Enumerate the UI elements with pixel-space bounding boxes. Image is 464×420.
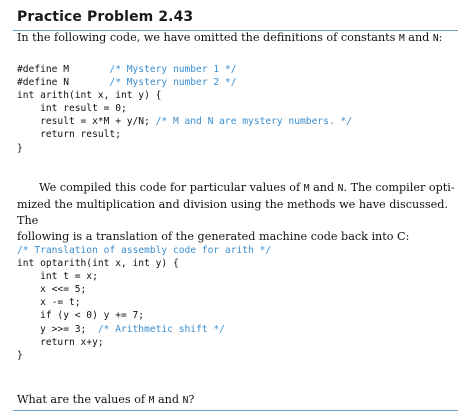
intro-paragraph: [17, 30, 462, 47]
code-block-arith: [17, 63, 352, 155]
intro-text: In the following code, we have omitted the definitions of constants: [17, 31, 399, 44]
code-text: }: [17, 349, 23, 361]
code-line: [17, 76, 352, 89]
code-line: [17, 102, 352, 115]
code-text: result = x*M + y/N;: [17, 116, 156, 128]
code-text: }: [17, 142, 23, 154]
explanation-paragraph: [17, 180, 462, 245]
code-line: [17, 309, 271, 322]
code-text: int optarith(int x, int y) {: [17, 258, 179, 270]
code-line: [17, 349, 271, 362]
code-line: [17, 257, 271, 270]
explanation-line-1: [17, 180, 462, 197]
code-line: [17, 128, 352, 141]
intro-colon: :: [438, 31, 443, 44]
code-text: return x+y;: [17, 336, 104, 348]
code-comment: /* Translation of assembly code for arith */: [17, 245, 272, 256]
code-line: [17, 244, 271, 257]
question-text: What are the values of: [17, 393, 149, 406]
code-line: [17, 283, 271, 296]
constant-m: M: [303, 183, 310, 194]
code-comment: /* M and N are mystery numbers. */: [155, 116, 353, 128]
code-block-optarith: [17, 244, 271, 362]
code-line: [17, 89, 352, 102]
code-text: x -= t;: [17, 297, 81, 309]
intro-and: and: [404, 31, 433, 44]
code-line: [17, 142, 352, 155]
constant-n: N: [337, 183, 344, 194]
code-comment: /* Mystery number 2 */: [109, 77, 237, 89]
explanation-text: We compiled this code for particular values of: [39, 181, 304, 194]
question-and: and: [154, 393, 183, 406]
code-comment: /* Arithmetic shift */: [97, 323, 225, 335]
problem-title: Practice Problem 2.43: [17, 9, 194, 25]
code-line: [17, 336, 271, 349]
code-line: [17, 63, 352, 76]
explanation-line-3: following is a translation of the generated machine code back into C:: [17, 230, 410, 243]
explanation-text: . The compiler opti-: [343, 181, 455, 194]
code-line: [17, 296, 271, 309]
constant-m: M: [398, 33, 405, 44]
explanation-line-2: mized the multiplication and division using the methods we have discussed. The: [17, 198, 448, 227]
code-text: #define N: [17, 77, 110, 89]
explanation-and: and: [309, 181, 338, 194]
code-text: int arith(int x, int y) {: [17, 90, 162, 102]
code-text: y >>= 3;: [17, 323, 98, 335]
constant-m: M: [148, 395, 155, 406]
code-comment: /* Mystery number 1 */: [109, 64, 237, 75]
code-text: x <<= 5;: [17, 284, 87, 296]
question-mark: ?: [188, 393, 195, 406]
code-line: [17, 115, 352, 128]
code-text: int t = x;: [17, 271, 98, 283]
code-text: return result;: [17, 129, 121, 141]
constant-n: N: [432, 33, 439, 44]
question-paragraph: [17, 392, 462, 409]
code-text: if (y < 0) y += 7;: [17, 310, 145, 322]
code-line: [17, 323, 271, 336]
problem-header: [13, 8, 458, 31]
bottom-rule: [13, 410, 458, 411]
code-text: int result = 0;: [17, 103, 127, 115]
code-line: [17, 270, 271, 283]
constant-n: N: [182, 395, 189, 406]
code-text: #define M: [17, 64, 110, 75]
